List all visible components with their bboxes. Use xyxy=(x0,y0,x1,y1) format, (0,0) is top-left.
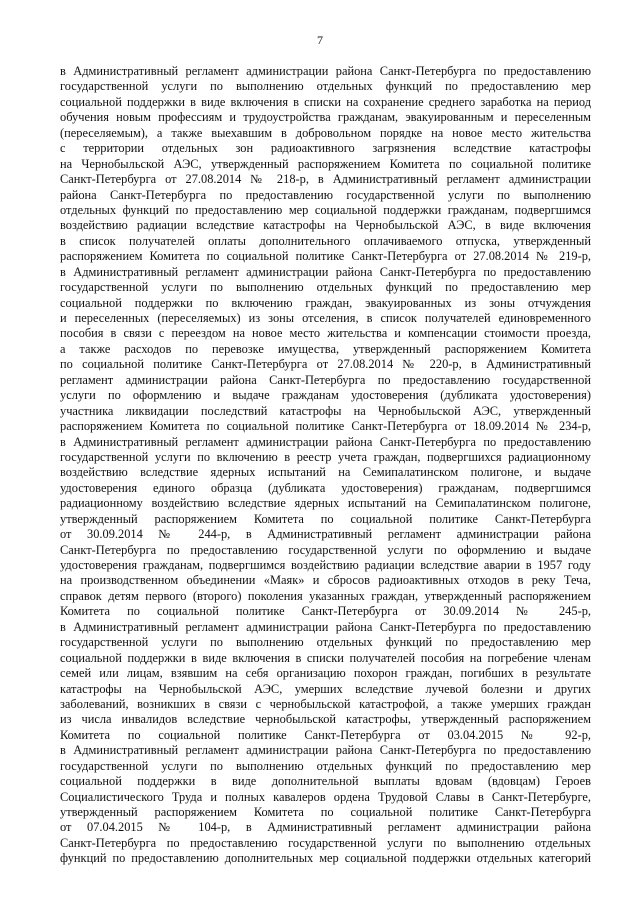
text-line: утвержденный распоряжением Комитета по социальной политике Санкт-Петербурга xyxy=(60,511,591,526)
text-line: в Административный регламент администрации района Санкт-Петербурга по предоставлению xyxy=(60,743,591,758)
text-line: государственной услуги по выполнению отдельных функций по предоставлению мер xyxy=(60,79,591,94)
text-line: социальной поддержки по включению граждан, эвакуированных из зоны отчуждения xyxy=(60,295,591,310)
text-line: Социалистического Труда и полных кавалеров ордена Трудовой Славы в Санкт-Петербурге, xyxy=(60,789,591,804)
text-line: заболеваний, возникших в связи с чернобыльской катастрофой, а также умерших граждан xyxy=(60,696,591,711)
text-line: в Административный регламент администрации района Санкт-Петербурга по предоставлению xyxy=(60,264,591,279)
text-line: Комитета по социальной политике Санкт-Петербурга от 03.04.2015 № 92-р, xyxy=(60,727,591,742)
text-line: а также расходов по перевозке имущества, утвержденный распоряжением Комитета xyxy=(60,341,591,356)
text-line: распоряжением Комитета по социальной политике Санкт-Петербурга от 18.09.2014 № 234-р, xyxy=(60,419,591,434)
text-line: по социальной политике Санкт-Петербурга от 27.08.2014 № 220-р, в Административный xyxy=(60,357,591,372)
text-line: Санкт-Петербурга по предоставлению государственной услуги по оформлению и выдаче xyxy=(60,542,591,557)
text-line: распоряжением Комитета по социальной политике Санкт-Петербурга от 27.08.2014 № 219-р, xyxy=(60,249,591,264)
text-line: от 30.09.2014 № 244-р, в Административный регламент администрации района xyxy=(60,527,591,542)
text-line: воздействию вследствие ядерных испытаний на Семипалатинском полигоне, и выдаче xyxy=(60,465,591,480)
text-line: утвержденный распоряжением Комитета по социальной политике Санкт-Петербурга xyxy=(60,805,591,819)
text-line: от 07.04.2015 № 104-р, в Административный регламент администрации района xyxy=(60,820,591,835)
text-line: в список получателей оплаты дополнительного оплачиваемого отпуска, утвержденный xyxy=(60,233,591,248)
text-line: справок детям первого (второго) поколения указанных граждан, утвержденный распоряжением xyxy=(60,588,591,603)
page-number: 7 xyxy=(317,33,323,47)
text-line: в Административный регламент администрации района Санкт-Петербурга по предоставлению xyxy=(60,64,591,78)
text-line: Санкт-Петербурга по предоставлению государственной услуги по выполнению отдельных xyxy=(60,835,591,850)
text-line: (переселяемым), а также выехавшим в добровольном порядке на новое место жительства xyxy=(60,125,591,140)
text-line: в Административный регламент администрации района Санкт-Петербурга по предоставлению xyxy=(60,434,591,449)
text-line: функций по предоставлению дополнительных мер социальной поддержки отдельных категорий xyxy=(60,851,591,866)
text-line: пособия в связи с переездом на новое место жительства и компенсации стоимости проезда, xyxy=(60,326,591,341)
text-line: отдельных функций по предоставлению мер социальной поддержки гражданам, подвергшимся xyxy=(60,202,591,217)
text-line: обучения новым профессиям и трудоустройства гражданам, эвакуированным и переселенным xyxy=(60,110,591,125)
text-line: катастрофы на Чернобыльской АЭС, умерших вследствие лучевой болезни и других xyxy=(60,681,591,696)
text-line: регламент администрации района Санкт-Петербурга по предоставлению государственной xyxy=(60,372,591,387)
text-line: социальной поддержки в виде дополнительной выплаты вдовам (вдовцам) Героев xyxy=(60,774,591,789)
text-line: радиационному воздействию вследствие ядерных испытаний на Семипалатинском полигоне, xyxy=(60,496,591,511)
text-line: семей или лицам, взявшим на себя организацию похорон граждан, погибших в результате xyxy=(60,666,591,681)
text-line: с территории отдельных зон радиоактивного загрязнения вследствие катастрофы xyxy=(60,141,591,156)
text-line: и переселенных (переселяемых) из зоны отселения, в список получателей единовременного xyxy=(60,311,591,325)
text-line: государственной услуги по выполнению отдельных функций по предоставлению мер xyxy=(60,280,591,295)
text-line: социальной поддержки в виде включения в списки получателей пособия на погребение членам xyxy=(60,650,591,665)
text-line: услуги по оформлению и выдаче гражданам удостоверения (дубликата удостоверения) xyxy=(60,388,591,403)
text-line: государственной услуги по выполнению отдельных функций по предоставлению мер xyxy=(60,758,591,773)
body-text xyxy=(60,64,591,867)
text-line: в Административный регламент администрации района Санкт-Петербурга по предоставлению xyxy=(60,619,591,634)
text-line: социальной поддержки в виде включения в списки на сохранение среднего заработка на период xyxy=(60,94,591,109)
text-line: воздействию радиации вследствие катастрофы на Чернобыльской АЭС, в виде включения xyxy=(60,218,591,233)
text-line: удостоверения гражданам, подвергшимся воздействию радиации вследствие аварии в 1957 году xyxy=(60,558,591,572)
text-line: района Санкт-Петербурга по предоставлению государственной услуги по выполнению xyxy=(60,187,591,202)
text-line: участника ликвидации последствий катастрофы на Чернобыльской АЭС, утвержденный xyxy=(60,403,591,418)
text-line: Комитета по социальной политике Санкт-Петербурга от 30.09.2014 № 245-р, xyxy=(60,604,591,619)
text-line: Санкт-Петербурга от 27.08.2014 № 218-р, в Административный регламент администрации xyxy=(60,172,591,187)
text-line: на Чернобыльской АЭС, утвержденный распоряжением Комитета по социальной политике xyxy=(60,156,591,171)
text-line: удостоверения единого образца (дубликата удостоверения) гражданам, подвергшимся xyxy=(60,480,591,495)
text-line: на производственном объединении «Маяк» и сбросов радиоактивных отходов в реку Теча, xyxy=(60,573,591,588)
text-line: государственной услуги по выполнению отдельных функций по предоставлению мер xyxy=(60,635,591,650)
text-line: государственной услуги по включению в реестр учета граждан, подвергшихся радиационному xyxy=(60,449,591,464)
text-line: из числа инвалидов вследствие чернобыльской катастрофы, утвержденный распоряжением xyxy=(60,712,591,727)
